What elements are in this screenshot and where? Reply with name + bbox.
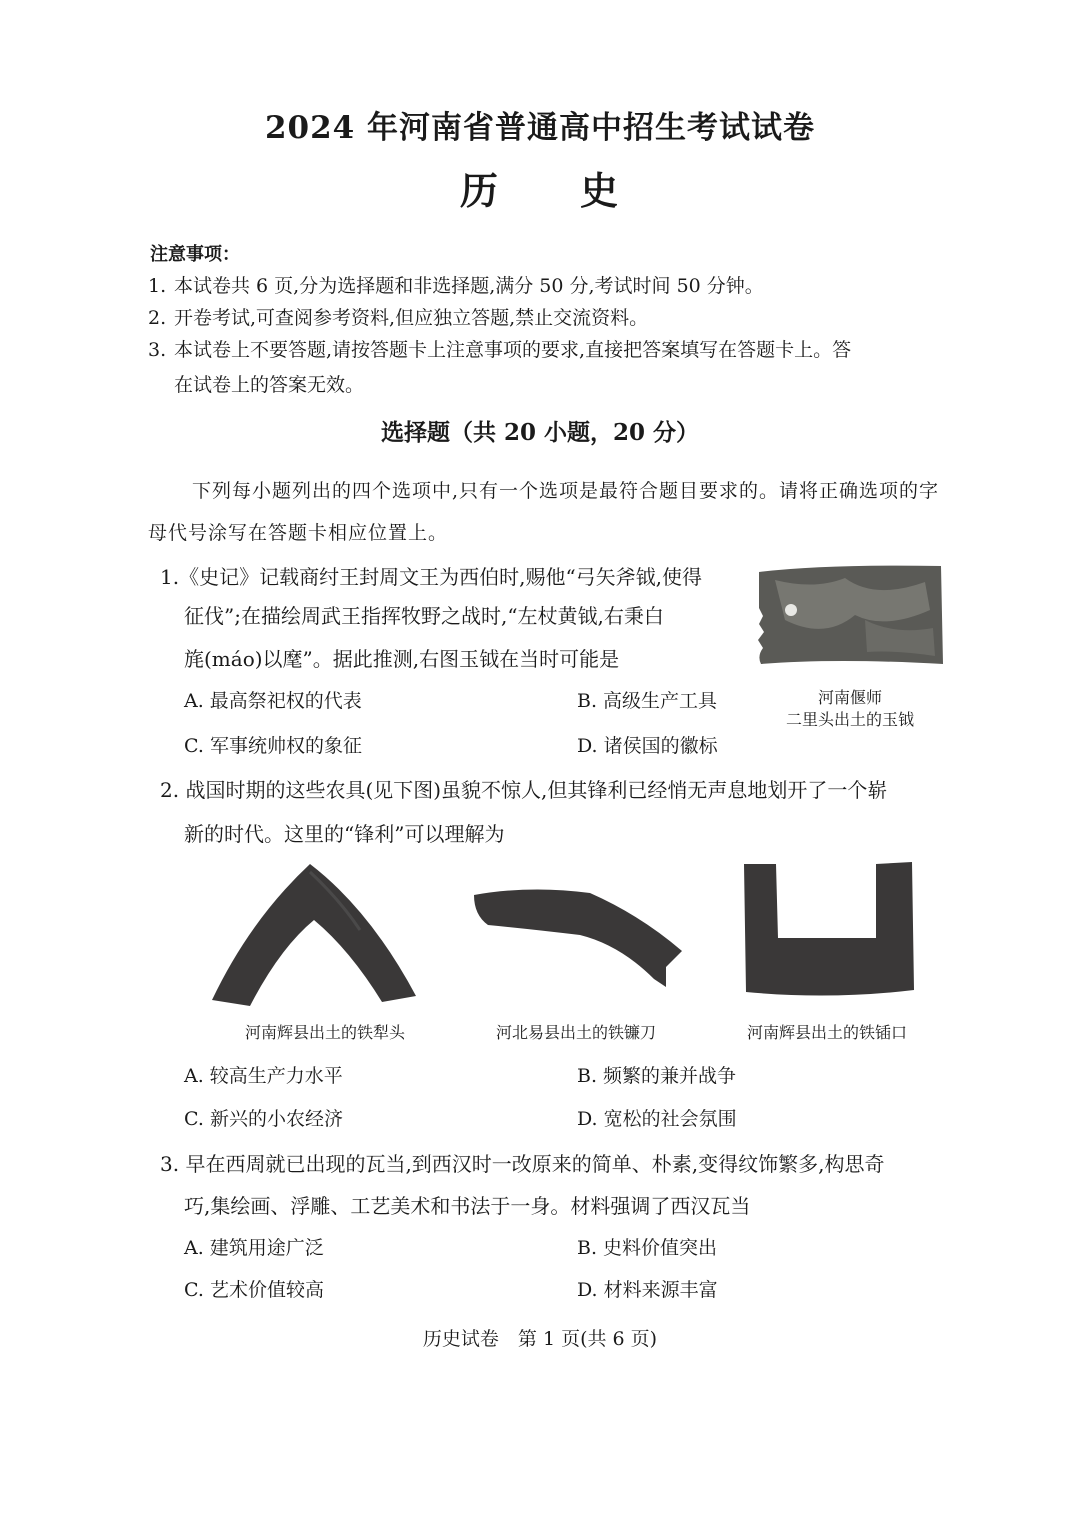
note-number: 3. [148,339,167,361]
exam-title: 2024 年河南省普通高中招生考试试卷 [264,110,816,146]
question-1-option-a: A. 最高祭祀权的代表 [184,690,362,712]
question-1-line-3: 旄(máo)以麾”。据此推测,右图玉钺在当时可能是 [184,647,620,671]
question-3-line-1: 3. 早在西周就已出现的瓦当,到西汉时一改原来的简单、朴素,变得纹饰繁多,构思奇 [160,1152,885,1176]
jade-yue-image [755,560,945,670]
note-number: 1. [148,275,167,297]
question-1-option-d: D. 诸侯国的徽标 [577,735,718,757]
question-2-option-c: C. 新兴的小农经济 [184,1108,343,1130]
question-1-option-b: B. 高级生产工具 [577,690,718,712]
notes-heading: 注意事项： [150,244,240,265]
note-item-3 [148,335,851,365]
jade-yue-caption-2: 二里头出土的玉钺 [785,710,914,729]
note-item-2 [148,303,648,333]
question-2-line-1: 2. 战国时期的这些农具(见下图)虽貌不惊人,但其锋利已经悄无声息地划开了一个崭 [160,778,888,802]
iron-plough-image [210,860,420,1010]
question-3-option-d: D. 材料来源丰富 [577,1279,718,1301]
jade-yue-caption-1: 河南偃师 [817,688,882,707]
question-2-option-b: B. 频繁的兼并战争 [577,1065,737,1087]
plough-caption: 河南辉县出土的铁犁头 [244,1023,405,1042]
note-number: 2. [148,307,167,329]
question-1-line-2: 征伐”;在描绘周武王指挥牧野之战时,“左杖黄钺,右秉白 [184,604,664,628]
note-text: 本试卷共 6 页,分为选择题和非选择题,满分 50 分,考试时间 50 分钟。 [174,275,764,297]
question-1-line-1: 1.《史记》记载商纣王封周文王为西伯时,赐他“弓矢斧钺,使得 [160,565,703,589]
note-item-1 [148,271,764,301]
question-3-option-a: A. 建筑用途广泛 [184,1237,324,1259]
iron-sickle-image [470,885,685,990]
question-2-line-2: 新的时代。这里的“锋利”可以理解为 [184,822,505,846]
question-3-option-c: C. 艺术价值较高 [184,1279,324,1301]
section-instruction: 下列每小题列出的四个选项中,只有一个选项是最符合题目要求的。请将正确选项的字母代号涂写在答题卡相应位置上。 [148,480,940,544]
iron-spade-mouth-image [740,860,920,1000]
sickle-caption: 河北易县出土的铁镰刀 [495,1023,656,1042]
question-3-option-b: B. 史料价值突出 [577,1237,718,1259]
spade-caption: 河南辉县出土的铁锸口 [746,1023,907,1042]
question-2-option-a: A. 较高生产力水平 [184,1065,343,1087]
note-text: 本试卷上不要答题,请按答题卡上注意事项的要求,直接把答案填写在答题卡上。答 [174,339,852,361]
section-heading: 选择题（共 20 小题，20 分） [380,419,700,446]
note-item-3-continuation: 在试卷上的答案无效。 [174,374,365,396]
note-text: 开卷考试,可查阅参考资料,但应独立答题,禁止交流资料。 [174,307,649,329]
page-footer: 历史试卷 第 1 页(共 6 页) [422,1328,658,1350]
question-1-option-c: C. 军事统帅权的象征 [184,735,362,757]
question-2-option-d: D. 宽松的社会氛围 [577,1108,737,1130]
subject-title: 历 史 [459,168,620,213]
question-3-line-2: 巧,集绘画、浮雕、工艺美术和书法于一身。材料强调了西汉瓦当 [184,1194,751,1218]
